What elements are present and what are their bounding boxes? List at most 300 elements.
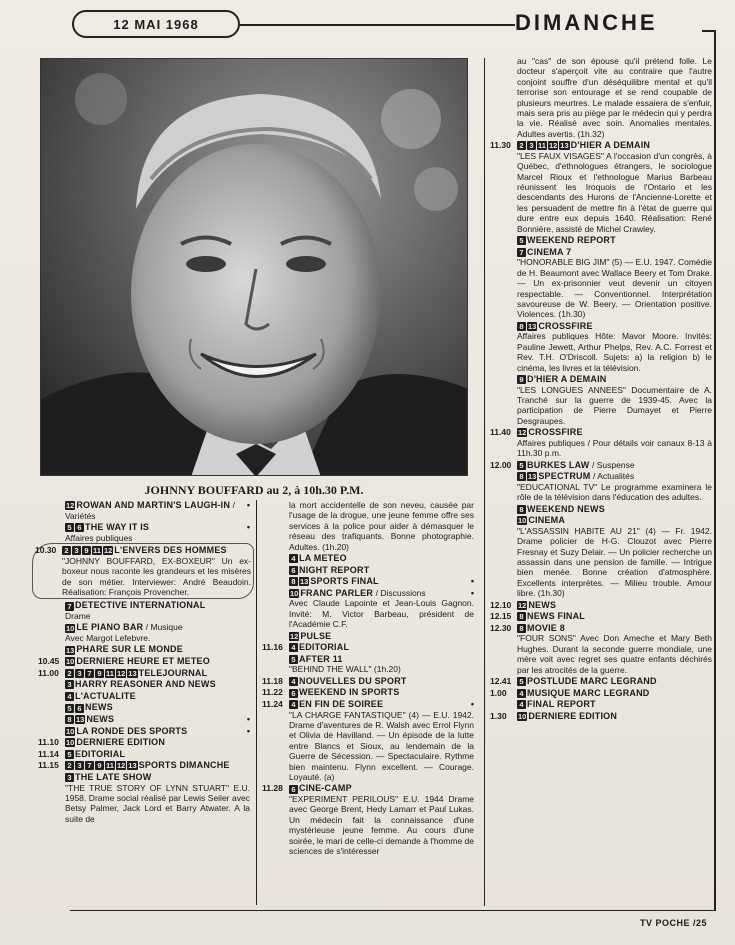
program-entry	[262, 553, 474, 564]
program-title: FINAL REPORT	[527, 699, 596, 710]
program-time	[490, 374, 514, 426]
program-genre: / Discussions	[375, 587, 426, 598]
program-body	[289, 500, 474, 552]
program-entry	[38, 691, 250, 702]
program-time	[38, 726, 62, 737]
channel-badge: 7	[85, 761, 94, 770]
channel-badge: 10	[518, 516, 527, 526]
program-entry	[38, 668, 250, 679]
program-time	[38, 500, 62, 521]
program-title: CROSSFIRE	[538, 320, 593, 331]
program-body	[517, 247, 712, 320]
program-title: TELEJOURNAL	[138, 667, 208, 678]
channel-badge: 10	[66, 738, 75, 748]
channel-badge: 11	[106, 668, 114, 678]
program-title: CROSSFIRE	[528, 427, 583, 438]
program-time	[38, 644, 62, 655]
channel-badge: 9	[95, 669, 104, 678]
channel-badge: 7	[517, 248, 526, 257]
program-time	[38, 600, 62, 621]
channel-badge: 5	[65, 523, 74, 532]
program-title: EN FIN DE SOIREE	[299, 699, 384, 709]
program-entry	[262, 565, 474, 576]
program-body	[289, 783, 474, 856]
program-body	[65, 644, 250, 655]
program-body	[517, 711, 712, 722]
program-time: 11.18	[262, 675, 283, 686]
program-time: 11.00	[38, 667, 59, 678]
program-title: L'ENVERS DES HOMMES	[114, 545, 227, 556]
footer-rule	[70, 910, 716, 911]
channel-badge: 13	[528, 472, 537, 482]
channel-badge: 8	[517, 322, 526, 331]
program-body	[289, 676, 474, 687]
program-entry	[38, 737, 250, 748]
program-body	[517, 676, 712, 687]
channel-badge: 13	[300, 577, 309, 587]
program-description: Affaires publiques / Pour détails voir canaux 8-13 à 11h.30 p.m.	[517, 437, 712, 459]
program-description: "BEHIND THE WALL" (1h.20)	[289, 664, 401, 675]
channel-badge: 4	[517, 689, 526, 698]
program-entry	[38, 644, 250, 655]
program-title: PHARE SUR LE MONDE	[76, 644, 183, 655]
program-entry	[262, 642, 474, 653]
program-description: "THE TRUE STORY OF LYNN STUART" E.U. 1958. Drame social réalisé par Lewis Seiler avec Betsy Palmer, Jack Lord et Barry Atwater. A la suite de	[65, 782, 250, 824]
program-title: CINEMA	[528, 515, 566, 526]
program-time: 10.45	[38, 656, 60, 666]
channel-badge: 2	[62, 546, 71, 555]
channel-badge: 11	[538, 141, 546, 151]
program-title: D'HIER A DEMAIN	[527, 373, 607, 384]
program-description: "LES FAUX VISAGES" A l'occasion d'un congrès, à Québec, d'ethnologues étrangers, le sociologue Marcel Rioux et l'ethnologue Marius Barbeau réunissent les Iroquois de l'Ontario et les descendants des Hurons de l'Ancienne-Lorette et les persuadent de mettre fin à l'état de guerre qui dure entre eux depuis 1640. Réalisation: René Bonnière, assisté de Michel Crawley.	[517, 150, 712, 234]
channel-badge: 13	[528, 321, 537, 331]
program-body	[289, 642, 474, 653]
program-time	[38, 691, 62, 702]
program-time	[262, 553, 286, 564]
program-title: SPORTS DIMANCHE	[138, 760, 230, 771]
channel-badge: 11	[93, 546, 101, 556]
program-entry	[490, 427, 712, 458]
program-title: DETECTIVE INTERNATIONAL	[75, 600, 206, 611]
dot-marker: •	[470, 699, 474, 709]
channel-badge: 12	[66, 501, 75, 511]
program-body	[517, 321, 712, 373]
program-body	[65, 737, 250, 748]
program-description: "LA CHARGE FANTASTIQUE" (4) — E.U. 1942. Drame d'aventures de R. Walsh avec Errol Flynn et Olivia de Havilland. — Un épisode de la lutte entre Blancs et Sioux, au lendemain de la Guerre de Sécession. — Spectaculaire. Rythme bien maintenu. Flynn excellent. — Courage. Loyauté. (a)	[289, 709, 474, 783]
program-entry	[490, 321, 712, 373]
channel-badge: 2	[65, 761, 74, 770]
program-time: 1.00	[490, 687, 507, 698]
channel-badge: 5	[65, 750, 74, 759]
dot-marker: •	[246, 522, 250, 533]
channel-badge: 2	[65, 669, 74, 678]
program-body	[65, 500, 250, 521]
channel-badge: 12	[290, 631, 299, 641]
program-description: "L'ASSASSIN HABITE AU 21" (4) — Fr. 1942. Drame policier de H-G. Clouzot avec Pierre Fresnay et Suzy Delair. — Un policier recherche un assassin dans une pension de famille. — Intrigue bien menée. Bonne création d'atmosphère. Excellents interprètes. — Milieu trouble. Amour libre. (1h.30)	[517, 525, 712, 599]
program-time	[38, 522, 62, 543]
program-title: WEEKEND NEWS	[527, 503, 605, 514]
program-title: THE WAY IT IS	[85, 522, 150, 533]
program-body	[65, 772, 250, 824]
program-time	[490, 321, 514, 373]
program-entry	[490, 374, 712, 426]
program-entry	[490, 515, 712, 598]
dot-marker: •	[470, 576, 474, 587]
program-title: NEWS	[85, 702, 113, 713]
channel-badge: 13	[66, 645, 75, 655]
channel-badge: 4	[289, 643, 298, 652]
program-time	[262, 565, 286, 576]
program-title: DERNIERE EDITION	[528, 710, 618, 721]
program-time: 10.30	[35, 545, 57, 556]
program-body	[289, 631, 474, 642]
program-body	[289, 699, 474, 782]
program-entry	[38, 714, 250, 725]
program-body	[289, 654, 474, 675]
program-time	[262, 654, 286, 675]
program-description: "LES LONGUES ANNEES" Documentaire de A. Tranché sur la guerre de 1939-45. Avec la participation de Pierre Dumayet et Pierre Desgraupes.	[517, 384, 712, 426]
program-time	[490, 471, 514, 502]
program-description: "FOUR SONS" Avec Don Ameche et Mary Beth Hughes. Durant la seconde guerre mondiale, une mère voit avec regret ses quatre enfants déchirés par les atrocités de la guerre.	[517, 633, 712, 675]
channel-badge: 4	[65, 692, 74, 701]
program-time	[262, 576, 286, 587]
program-title: D'HIER A DEMAIN	[570, 140, 651, 151]
program-title: EDITORIAL	[75, 748, 126, 759]
channel-badge: 13	[128, 761, 137, 771]
program-time	[490, 235, 514, 246]
program-description: Drame	[65, 611, 91, 621]
program-time	[262, 588, 286, 630]
channel-badge: 9	[95, 761, 104, 770]
channel-badge: 5	[517, 461, 526, 470]
channel-badge: 3	[75, 669, 84, 678]
column-divider	[484, 58, 485, 906]
channel-badge: 5	[65, 704, 74, 713]
channel-badge: 11	[106, 761, 114, 771]
program-time: 12.10	[490, 599, 512, 610]
channel-badge: 12	[548, 141, 558, 151]
channel-badge: 5	[517, 236, 526, 245]
program-entry	[490, 711, 712, 722]
program-body	[65, 726, 250, 737]
channel-badge: 8	[517, 624, 526, 633]
program-body	[289, 565, 474, 576]
channel-badge: 10	[66, 657, 75, 667]
program-body	[517, 235, 712, 246]
program-entry	[490, 688, 712, 699]
channel-badge: 12	[518, 428, 527, 438]
program-time	[490, 247, 514, 320]
program-time: 11.15	[38, 760, 59, 771]
program-time	[262, 631, 286, 642]
program-time	[490, 504, 514, 515]
program-time	[38, 679, 62, 690]
program-description: "EDUCATIONAL TV" Le programme examinera le rôle de la télévision dans l'éducation des adultes.	[517, 481, 712, 503]
program-entry	[38, 600, 250, 621]
portrait-illustration	[41, 59, 468, 476]
program-time	[490, 699, 514, 710]
channel-badge: 3	[72, 546, 81, 555]
program-title: AFTER 11	[299, 653, 343, 664]
program-entry	[490, 235, 712, 246]
program-entry	[490, 699, 712, 710]
channel-badge: 12	[116, 761, 126, 771]
program-entry	[262, 500, 474, 552]
program-title: NEWS	[528, 599, 557, 610]
channel-badge: 12	[103, 546, 113, 556]
program-title: SPORTS FINAL	[310, 576, 379, 587]
program-body	[517, 688, 712, 699]
program-description: "EXPERIMENT PERILOUS" E.U. 1944 Drame avec George Brent, Hedy Lamarr et Paul Lukas. Un médecin fait la connaissance d'une mystérieuse jeune femme. Au cours d'une soirée, le mari de celle-ci demande à l'homme de sciences de s'intéresser	[289, 794, 474, 857]
program-entry	[38, 726, 250, 737]
program-description: Avec Claude Lapointe et Jean-Louis Gagnon. Invité: M. Victor Barbeau, président de l'Académie C.F.	[289, 598, 474, 630]
dot-marker: •	[246, 713, 250, 724]
channel-badge: 10	[290, 588, 299, 598]
program-time: 12.41	[490, 676, 512, 686]
program-body	[517, 611, 712, 622]
program-title: CINEMA 7	[527, 246, 572, 257]
program-body	[65, 714, 250, 725]
program-title: NEWS FINAL	[527, 611, 585, 622]
program-title: WEEKEND REPORT	[527, 235, 616, 246]
channel-badge: 6	[75, 704, 84, 713]
channel-badge: 6	[75, 523, 84, 532]
program-time: 1.30	[490, 710, 507, 721]
channel-badge: 6	[289, 566, 298, 575]
page-border-right	[714, 30, 716, 910]
program-title: SPECTRUM	[538, 471, 591, 482]
program-title: LA METEO	[299, 553, 347, 564]
program-entry	[38, 760, 250, 771]
program-body	[517, 374, 712, 426]
listing-column-3	[490, 56, 712, 722]
channel-badge: 13	[76, 715, 85, 725]
program-time: 11.16	[262, 642, 283, 653]
program-title: LA RONDE DES SPORTS	[76, 725, 188, 736]
program-entry	[490, 471, 712, 502]
program-body	[517, 504, 712, 515]
channel-badge: 8	[65, 715, 74, 724]
channel-badge: 10	[66, 726, 75, 736]
program-body	[65, 668, 250, 679]
program-title: PULSE	[300, 630, 332, 641]
page-footer: TV POCHE /25	[640, 918, 708, 928]
program-time: 11.14	[38, 748, 59, 759]
program-title: MUSIQUE MARC LEGRAND	[527, 687, 650, 698]
program-entry	[38, 702, 250, 713]
program-title: EDITORIAL	[299, 642, 350, 653]
program-entry	[490, 56, 712, 139]
program-body	[62, 545, 251, 597]
program-entry	[490, 504, 712, 515]
program-title: NOUVELLES DU SPORT	[299, 675, 407, 686]
photo-caption: JOHNNY BOUFFARD au 2, à 10h.30 P.M.	[144, 483, 364, 497]
program-time	[38, 622, 62, 643]
program-title: WEEKEND IN SPORTS	[299, 687, 400, 698]
program-entry	[262, 687, 474, 698]
program-entry	[262, 699, 474, 782]
channel-badge: 4	[289, 700, 298, 709]
program-title: NEWS	[86, 713, 115, 724]
program-entry	[38, 772, 250, 824]
program-body	[65, 600, 250, 621]
program-time	[38, 772, 62, 824]
program-time: 12.00	[490, 459, 512, 470]
program-description: Avec Margot Lefebvre.	[65, 633, 151, 643]
program-body	[517, 56, 712, 139]
program-time: 11.22	[262, 687, 283, 698]
program-entry	[262, 576, 474, 587]
program-time	[490, 515, 514, 598]
program-genre: / Suspense	[592, 459, 635, 470]
program-title: NIGHT REPORT	[299, 564, 370, 575]
channel-badge: 10	[66, 623, 75, 633]
program-entry	[490, 676, 712, 687]
channel-badge: 12	[116, 668, 126, 678]
program-entry	[38, 622, 250, 643]
channel-badge: 4	[517, 700, 526, 709]
program-body	[289, 588, 474, 630]
program-body	[517, 623, 712, 675]
program-entry	[262, 654, 474, 675]
program-title: LE PIANO BAR	[76, 622, 144, 633]
program-body	[517, 460, 712, 471]
date-badge: 12 MAI 1968	[72, 10, 240, 38]
day-heading: DIMANCHE	[515, 10, 658, 35]
program-title: FRANC PARLER	[300, 587, 374, 598]
program-title: THE LATE SHOW	[75, 771, 152, 782]
program-genre: / Actualités	[592, 471, 635, 482]
program-body	[65, 622, 250, 643]
program-body	[517, 699, 712, 710]
program-entry	[490, 623, 712, 675]
program-entry	[262, 631, 474, 642]
program-entry	[490, 460, 712, 471]
program-body	[289, 576, 474, 587]
program-title: CINE-CAMP	[299, 783, 352, 794]
program-genre: / Variétés	[65, 500, 235, 521]
program-entry	[262, 588, 474, 630]
program-entry	[262, 676, 474, 687]
program-entry	[38, 500, 250, 521]
program-description: au "cas" de son épouse qu'il prétend folle. Le docteur s'aperçoit vite au contraire que l'autre conjoint souffre d'un déséquilibre mental et qu'il terrorise son entourage et se rend coupable de plusieurs meurtres. Le malade essaiera de s'enfuir, mais sera pris au piège par le médecin qui y perdra la vie. Réalisé avec soin. Anomalies mentales. Adultes avertis. (1h.32)	[517, 56, 712, 139]
listing-column-1	[35, 500, 251, 825]
program-title: L'ACTUALITE	[75, 690, 136, 701]
channel-badge: 13	[560, 141, 569, 151]
channel-badge: 4	[289, 677, 298, 686]
program-body	[65, 656, 250, 667]
program-body	[517, 140, 712, 234]
channel-badge: 5	[517, 677, 526, 686]
program-time	[38, 714, 62, 725]
program-body	[517, 600, 712, 611]
channel-badge: 9	[82, 546, 91, 555]
program-body	[289, 553, 474, 564]
program-title: BURKES LAW	[527, 459, 590, 470]
program-title: DERNIERE EDITION	[76, 737, 166, 748]
channel-badge: 7	[85, 669, 94, 678]
header-rule	[240, 24, 515, 26]
channel-badge: 6	[289, 785, 298, 794]
program-genre: / Musique	[145, 622, 183, 633]
program-entry	[32, 543, 254, 599]
program-title: HARRY REASONER AND NEWS	[75, 679, 216, 690]
program-title: MOVIE 8	[527, 622, 565, 633]
channel-badge: 12	[518, 600, 527, 610]
program-body	[517, 471, 712, 502]
program-entry	[490, 611, 712, 622]
channel-badge: 9	[517, 375, 526, 384]
channel-badge: 2	[517, 141, 526, 150]
program-time: 11.40	[490, 427, 511, 438]
program-entry	[490, 140, 712, 234]
column-divider	[256, 500, 257, 905]
dot-marker: •	[246, 725, 250, 736]
channel-badge: 3	[65, 680, 74, 689]
program-body	[517, 515, 712, 598]
program-body	[65, 760, 250, 771]
program-body	[289, 687, 474, 698]
program-time: 12.15	[490, 611, 512, 622]
program-title: ROWAN AND MARTIN'S LAUGH-IN	[76, 500, 231, 510]
program-time: 11.10	[38, 737, 59, 748]
channel-badge: 8	[289, 577, 298, 586]
program-entry	[262, 783, 474, 856]
program-entry	[38, 679, 250, 690]
channel-badge: 3	[65, 773, 74, 782]
program-description: "JOHNNY BOUFFARD, EX-BOXEUR" Un ex-boxeur nous raconte les grandeurs et les misères de son métier. Interviewer: André Beaudoin. Réalisation: François Provencher.	[62, 555, 251, 597]
program-body	[65, 522, 250, 543]
channel-badge: 8	[517, 505, 526, 514]
program-body	[65, 691, 250, 702]
program-time: 11.28	[262, 783, 283, 794]
program-body	[517, 427, 712, 458]
program-description: Affaires publiques	[65, 532, 133, 543]
channel-badge: 8	[517, 472, 526, 481]
program-time: 11.30	[490, 140, 511, 151]
program-entry	[38, 522, 250, 543]
program-description: la mort accidentelle de son neveu, causée par l'usage de la drogue, une jeune femme offre ses services à la police pour aider à démasquer le réseau des trafiquants. Bonne photographie. Adultes. (1h.20)	[289, 500, 474, 552]
program-time	[490, 56, 514, 139]
channel-badge: 5	[289, 655, 298, 664]
channel-badge: 7	[65, 602, 74, 611]
program-title: POSTLUDE MARC LEGRAND	[527, 676, 657, 686]
channel-badge: 10	[518, 711, 527, 721]
program-entry	[38, 749, 250, 760]
program-entry	[490, 247, 712, 320]
program-body	[65, 702, 250, 713]
program-time: 12.30	[490, 622, 512, 633]
program-body	[65, 679, 250, 690]
channel-badge: 6	[289, 689, 298, 698]
program-time	[262, 500, 286, 552]
dot-marker: •	[246, 500, 250, 510]
channel-badge: 3	[75, 761, 84, 770]
channel-badge: 4	[289, 554, 298, 563]
portrait-photo	[40, 58, 468, 476]
channel-badge: 3	[527, 141, 536, 150]
program-time	[38, 702, 62, 713]
program-description: "HONORABLE BIG JIM" (5) — E.U. 1947. Comédie de H. Beaumont avec Wallace Beery et Tom Drake. — Un ex-prisonnier veut devenir un citoyen respectable. — Conventionnel. Interprétation savoureuse de W. Beery. — Orientation positive. Violences. (1h.30)	[517, 257, 712, 320]
program-body	[65, 749, 250, 760]
program-title: DERNIERE HEURE ET METEO	[76, 656, 210, 666]
program-time: 11.24	[262, 699, 283, 709]
program-entry	[38, 656, 250, 667]
dot-marker: •	[470, 587, 474, 598]
program-entry	[490, 600, 712, 611]
channel-badge: 13	[128, 668, 137, 678]
channel-badge: 8	[517, 612, 526, 621]
